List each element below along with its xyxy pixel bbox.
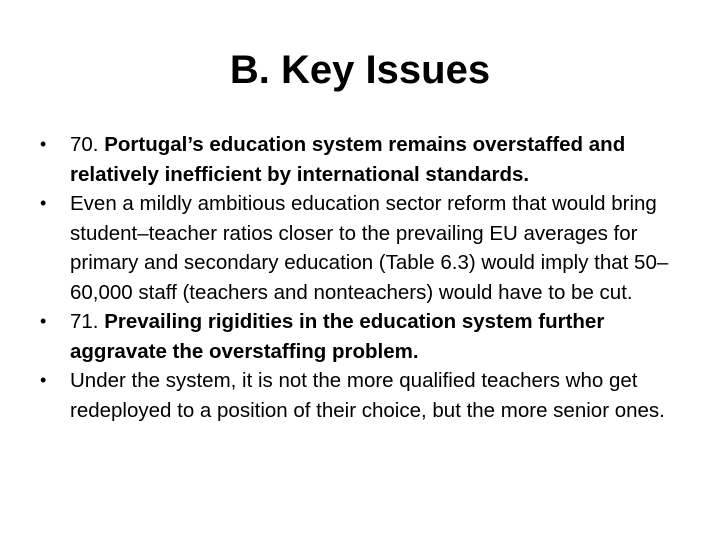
bullet-icon: • [40,193,47,213]
bullet-list [30,130,680,425]
bullet-heading: Prevailing rigidities in the education system further aggravate the overstaffing problem. [70,310,605,363]
slide-title: B. Key Issues [229,48,491,92]
bullet-heading: Portugal’s education system remains overstaffed and relatively inefficient by international standards. [70,133,626,186]
bullet-icon: • [40,370,47,390]
bullet-icon: • [40,134,47,154]
bullet-item-70 [30,130,680,189]
bullet-text: Under the system, it is not the more qualified teachers who get redeployed to a position of their choice, but the more senior ones. [70,369,665,422]
bullet-number: 70. [70,133,99,156]
bullet-item-reform [30,189,680,307]
bullet-number: 71. [70,310,99,333]
bullet-icon: • [40,311,47,331]
bullet-text: Even a mildly ambitious education sector reform that would bring student–teacher ratios closer to the prevailing EU averages for primary and secondary education (Table 6.3) would imply that 50–60,000 staff (teachers and nonteachers) would have to be cut. [70,192,669,304]
bullet-item-71 [30,307,680,366]
bullet-item-seniority [30,366,680,425]
